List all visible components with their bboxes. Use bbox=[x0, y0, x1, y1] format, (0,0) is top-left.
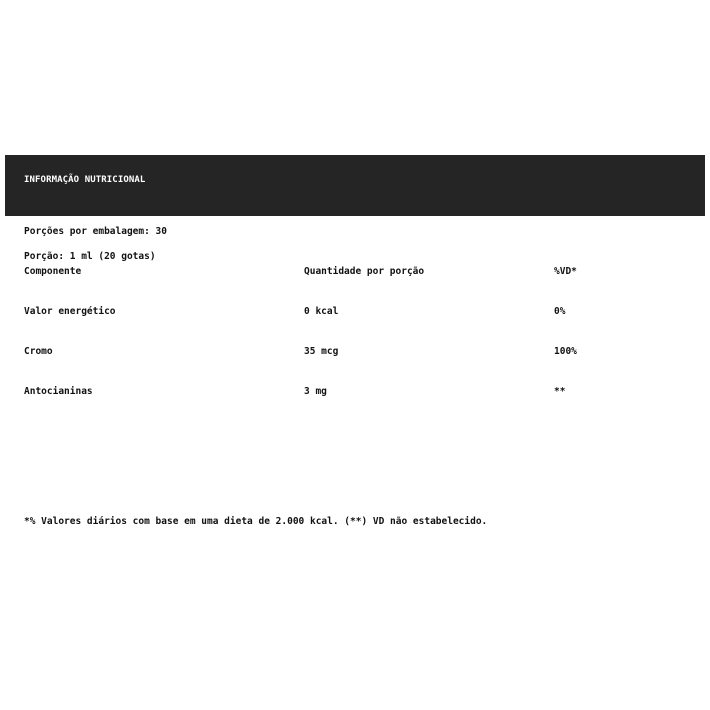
row-anthocyanins-name: Antocianinas bbox=[24, 386, 93, 397]
servings-per-package: Porções por embalagem: 30 bbox=[24, 226, 167, 237]
serving-size: Porção: 1 ml (20 gotas) bbox=[24, 251, 156, 262]
nutrition-title: INFORMAÇÃO NUTRICIONAL bbox=[24, 175, 146, 185]
nutrition-header-bar bbox=[5, 155, 705, 216]
row-anthocyanins-quantity: 3 mg bbox=[304, 386, 327, 397]
column-header-quantity: Quantidade por porção bbox=[304, 266, 425, 277]
column-header-component: Componente bbox=[24, 266, 82, 277]
footnote: *% Valores diários com base em uma dieta de 2.000 kcal. (**) VD não estabelecido. bbox=[24, 516, 488, 527]
row-anthocyanins-daily-value: ** bbox=[554, 386, 566, 397]
row-chromium-daily-value: 100% bbox=[554, 346, 577, 357]
row-energy-quantity: 0 kcal bbox=[304, 306, 339, 317]
row-chromium-quantity: 35 mcg bbox=[304, 346, 339, 357]
row-energy-daily-value: 0% bbox=[554, 306, 566, 317]
column-header-daily-value: %VD* bbox=[554, 266, 577, 277]
row-energy-name: Valor energético bbox=[24, 306, 116, 317]
row-chromium-name: Cromo bbox=[24, 346, 53, 357]
